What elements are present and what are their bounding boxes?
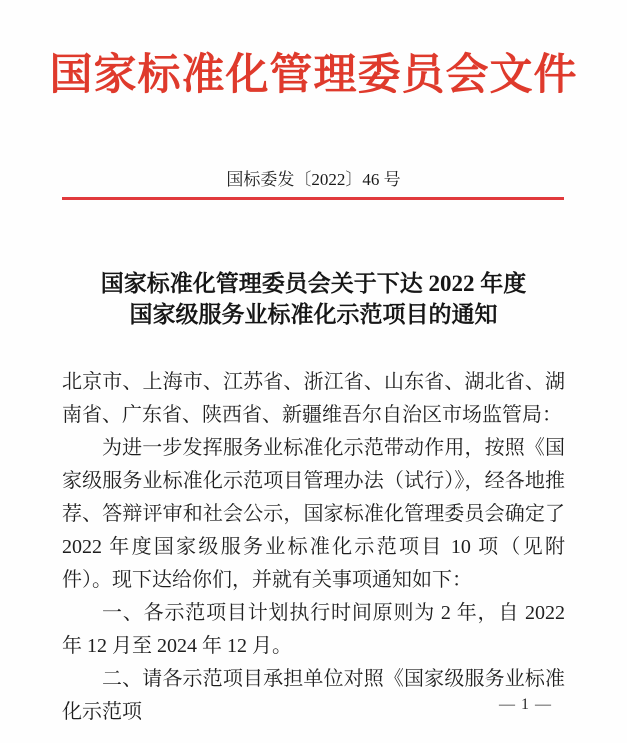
document-header-title: 国家标准化管理委员会文件 bbox=[49, 52, 578, 99]
document-body bbox=[62, 366, 565, 729]
red-separator-line bbox=[62, 197, 564, 200]
document-title-line-2: 国家级服务业标准化示范项目的通知 bbox=[129, 302, 498, 327]
page-number: — 1 — bbox=[499, 696, 552, 713]
body-paragraph-item-2: 二、请各示范项目承担单位对照《国家级服务业标准化示范项 bbox=[62, 668, 565, 723]
body-paragraph-item-1: 一、各示范项目计划执行时间原则为 2 年，自 2022 年 12 月至 2024 年 12 月。 bbox=[62, 602, 565, 657]
document-title bbox=[0, 268, 627, 330]
body-paragraph-intro: 为进一步发挥服务业标准化示范带动作用，按照《国家级服务业标准化示范项目管理办法（试行）》，经各地推荐、答辩评审和社会公示，国家标准化管理委员会确定了 2022 年度国家级服务业标准化示范项目 10 项（见附件）。现下达给你们，并就有关事项通知如下： bbox=[62, 437, 565, 591]
body-paragraph-addressees: 北京市、上海市、江苏省、浙江省、山东省、湖北省、湖南省、广东省、陕西省、新疆维吾尔自治区市场监管局： bbox=[62, 371, 565, 426]
document-title-line-1: 国家标准化管理委员会关于下达 2022 年度 bbox=[100, 271, 527, 296]
document-number: 国标委发〔2022〕46 号 bbox=[226, 170, 401, 189]
